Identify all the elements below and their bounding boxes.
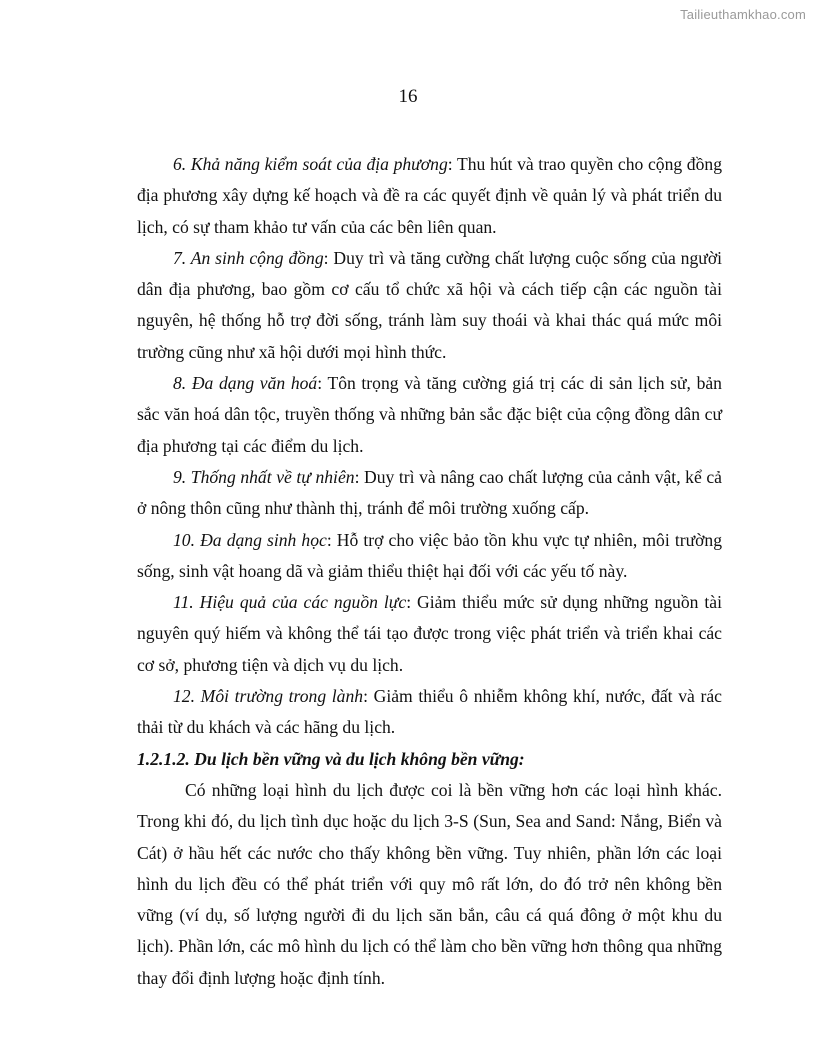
principle-paragraph-8	[137, 368, 722, 462]
principle-term: 6. Khả năng kiểm soát của địa phương	[173, 154, 448, 174]
principle-paragraph-10	[137, 525, 722, 588]
page-number: 16	[398, 86, 418, 107]
section-heading: 1.2.1.2. Du lịch bền vững và du lịch không bền vững:	[137, 748, 525, 769]
principle-term: 11. Hiệu quả của các nguồn lực	[173, 592, 407, 613]
principle-paragraph-7	[137, 243, 722, 368]
principle-paragraph-11	[137, 587, 722, 681]
principle-term: 10. Đa dạng sinh học	[173, 529, 327, 550]
principle-text: : Hỗ trợ cho việc bảo tồn khu vực tự nhiên, môi trường sống, sinh vật hoang dã và giảm thiểu thiệt hại đối với các yếu tố này.	[137, 529, 722, 581]
document-body	[137, 149, 722, 994]
principle-term: 8. Đa dạng văn hoá	[173, 373, 318, 394]
watermark: Tailieuthamkhao.com	[680, 7, 806, 22]
section-paragraph: Có những loại hình du lịch được coi là bền vững hơn các loại hình khác. Trong khi đó, du lịch tình dục hoặc du lịch 3-S (Sun, Sea and Sand: Nắng, Biển và Cát) ở hầu hết các nước cho thấy không bền vững. Tuy nhiên, phần lớn các loại hình du lịch đều có thể phát triển với quy mô rất lớn, do đó trở nên không bền vững (ví dụ, số lượng người đi du lịch săn bắn, câu cá quá đông ở một khu du lịch). Phần lớn, các mô hình du lịch có thể làm cho bền vững hơn thông qua những thay đổi định lượng hoặc định tính.	[137, 779, 722, 988]
principle-text: : Giảm thiểu ô nhiễm không khí, nước, đất và rác thải từ du khách và các hãng du lịch.	[137, 686, 722, 738]
principle-term: 9. Thống nhất về tự nhiên	[173, 466, 355, 487]
principle-paragraph-6	[137, 149, 722, 243]
principle-text: : Duy trì và tăng cường chất lượng cuộc sống của người dân địa phương, bao gồm cơ cấu tổ chức xã hội và cách tiếp cận các nguồn tài nguyên, hệ thống hỗ trợ đời sống, tránh làm suy thoái và khai thác quá mức môi trường cũng như xã hội dưới mọi hình thức.	[137, 247, 723, 362]
principle-text: : Duy trì và nâng cao chất lượng của cảnh vật, kể cả ở nông thôn cũng như thành thị, tránh để môi trường xuống cấp.	[137, 466, 722, 519]
principle-text: : Tôn trọng và tăng cường giá trị các di sản lịch sử, bản sắc văn hoá dân tộc, truyền thống và những bản sắc đặc biệt của cộng đồng dân cư địa phương tại các điểm du lịch.	[137, 373, 722, 456]
principle-text: : Giảm thiểu mức sử dụng những nguồn tài nguyên quý hiếm và không thể tái tạo được trong việc phát triển và triển khai các cơ sở, phương tiện và dịch vụ du lịch.	[137, 592, 722, 675]
principle-term: 7. An sinh cộng đồng	[173, 247, 324, 268]
principle-term: 12. Môi trường trong lành	[173, 686, 364, 707]
principle-paragraph-12	[137, 681, 722, 744]
principle-paragraph-9	[137, 462, 722, 525]
principle-text: : Thu hút và trao quyền cho cộng đồng địa phương xây dựng kế hoạch và đề ra các quyết định về quản lý và phát triển du lịch, có sự tham khảo tư vấn của các bên liên quan.	[137, 154, 722, 237]
